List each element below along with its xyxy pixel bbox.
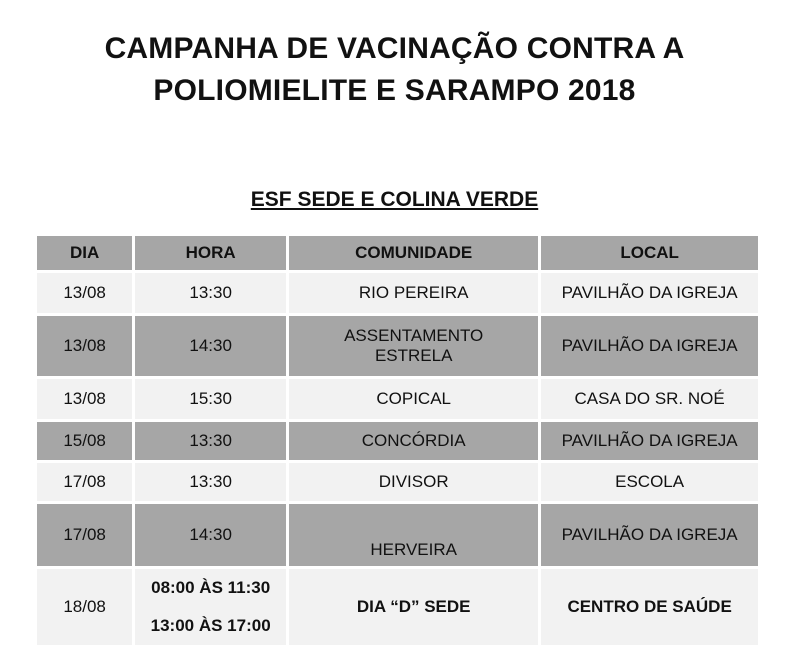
hora-line-2: 13:00 ÀS 17:00: [150, 616, 271, 635]
cell-hora: 13:30: [135, 273, 286, 313]
table-header-row: [37, 236, 758, 270]
schedule-table: [34, 233, 761, 648]
header-dia: DIA: [37, 236, 132, 270]
table-row: [37, 379, 758, 419]
header-comunidade: COMUNIDADE: [289, 236, 538, 270]
header-local: LOCAL: [541, 236, 758, 270]
cell-dia: 13/08: [37, 273, 132, 313]
cell-comunidade: COPICAL: [289, 379, 538, 419]
cell-dia: 18/08: [37, 569, 132, 645]
cell-dia: 17/08: [37, 504, 132, 566]
cell-dia: 17/08: [37, 463, 132, 501]
table-row: [37, 422, 758, 460]
cell-local: ESCOLA: [541, 463, 758, 501]
title-line-2: POLIOMIELITE E SARAMPO 2018: [153, 74, 636, 107]
cell-comunidade: [289, 316, 538, 376]
cell-local: PAVILHÃO DA IGREJA: [541, 273, 758, 313]
cell-dia: 15/08: [37, 422, 132, 460]
table-row: [37, 316, 758, 376]
table-row: [37, 273, 758, 313]
comunidade-line-2: ESTRELA: [374, 346, 453, 365]
cell-comunidade: DIVISOR: [289, 463, 538, 501]
comunidade-line-1: ASSENTAMENTO: [344, 326, 484, 345]
cell-hora: 14:30: [135, 504, 286, 566]
cell-local: CENTRO DE SAÚDE: [541, 569, 758, 645]
hora-line-1: 08:00 ÀS 11:30: [151, 578, 271, 597]
cell-local: PAVILHÃO DA IGREJA: [541, 504, 758, 566]
title-line-1: CAMPANHA DE VACINAÇÃO CONTRA A: [104, 32, 685, 65]
table-row: [37, 504, 758, 566]
cell-hora: 13:30: [135, 422, 286, 460]
cell-comunidade: RIO PEREIRA: [289, 273, 538, 313]
section-subtitle: ESF SEDE E COLINA VERDE: [250, 188, 539, 211]
cell-local: PAVILHÃO DA IGREJA: [541, 316, 758, 376]
cell-comunidade: DIA “D” SEDE: [289, 569, 538, 645]
cell-hora: 14:30: [135, 316, 286, 376]
cell-hora: 13:30: [135, 463, 286, 501]
cell-hora: [135, 569, 286, 645]
document-title: [0, 28, 789, 112]
cell-local: PAVILHÃO DA IGREJA: [541, 422, 758, 460]
header-hora: HORA: [135, 236, 286, 270]
cell-dia: 13/08: [37, 379, 132, 419]
cell-dia: 13/08: [37, 316, 132, 376]
cell-local: CASA DO SR. NOÉ: [541, 379, 758, 419]
cell-hora: 15:30: [135, 379, 286, 419]
cell-comunidade: HERVEIRA: [289, 504, 538, 566]
table-row: [37, 463, 758, 501]
table-row: [37, 569, 758, 645]
cell-comunidade: CONCÓRDIA: [289, 422, 538, 460]
